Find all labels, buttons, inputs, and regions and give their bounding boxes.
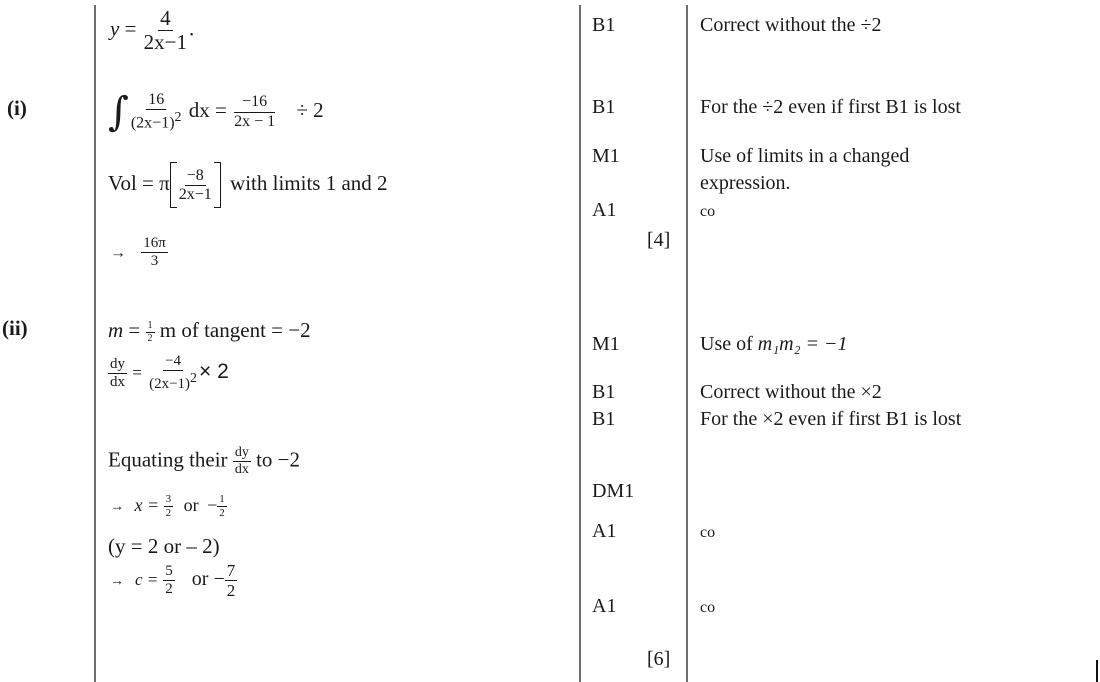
- volume-den: 2x−1: [178, 185, 212, 203]
- mark-code: M1: [592, 333, 620, 355]
- derivative-line: [108, 354, 229, 392]
- x-a-den: 2: [165, 507, 172, 519]
- half-fraction: [146, 321, 155, 344]
- mark-code: A1: [592, 595, 617, 617]
- x-minus: −: [207, 494, 218, 515]
- integral-line: [108, 89, 324, 135]
- integrand-den-power: 2: [174, 110, 182, 126]
- derivative-den-power: 2: [190, 371, 198, 386]
- mark-comment: Use of limits in a changed: [700, 145, 910, 167]
- mark-comment: For the ÷2 even if first B1 is lost: [700, 96, 961, 118]
- given-num: 4: [160, 6, 171, 30]
- comment-pre: Use of: [700, 333, 758, 355]
- mark-code: B1: [592, 96, 616, 118]
- mark-code: B1: [592, 408, 616, 430]
- dy-label: dy: [110, 355, 125, 372]
- c-value-b: [225, 562, 238, 599]
- x-or: or: [183, 494, 199, 515]
- gradient-eq: =: [128, 318, 141, 342]
- integral-dx: dx =: [188, 97, 227, 122]
- text-cursor: [1096, 660, 1098, 682]
- derivative-fraction: [147, 354, 199, 392]
- gradient-line: [108, 318, 311, 344]
- derivative-times: × 2: [199, 359, 229, 383]
- volume-prefix: Vol = π: [108, 170, 170, 195]
- column-divider-marks: [579, 5, 581, 682]
- c-a-den: 2: [165, 581, 173, 597]
- volume-result: [110, 236, 168, 269]
- mark-code: A1: [592, 520, 617, 542]
- left-bracket: [170, 162, 177, 208]
- column-divider-left: [94, 5, 96, 682]
- equating-dx: dx: [234, 462, 249, 477]
- x-b-num: 1: [219, 493, 225, 505]
- derivative-num: −4: [165, 353, 182, 369]
- dx-label: dx: [110, 373, 125, 390]
- derivative-eq: =: [132, 362, 142, 382]
- x-a-num: 3: [165, 493, 172, 505]
- integral-result-fraction: [232, 94, 277, 130]
- arrow-icon: →: [110, 499, 124, 515]
- given-fraction: [142, 8, 189, 53]
- integral-result-num: −16: [234, 94, 275, 113]
- part-label-i: (i): [7, 96, 27, 120]
- x-b-den: 2: [219, 507, 225, 519]
- x-value-a: [164, 494, 174, 519]
- given-equation: y = $\frac{4}{2x-1}$ .: [110, 6, 195, 54]
- c-b-den: 2: [226, 581, 236, 600]
- volume-fraction: [177, 168, 214, 203]
- volume-line: [108, 162, 388, 208]
- gradient-m: m: [108, 318, 124, 342]
- mark-code: DM1: [592, 480, 635, 502]
- x-value-b: [217, 494, 227, 519]
- derivative-den: (2x−1): [149, 376, 191, 392]
- mark-comment: co: [700, 203, 716, 220]
- result-num: 16π: [143, 235, 166, 251]
- integrand-fraction: [129, 92, 184, 131]
- integral-divide: ÷ 2: [296, 97, 324, 122]
- c-lhs: c =: [135, 570, 159, 590]
- arrow-icon: →: [110, 574, 124, 590]
- mark-total: [6]: [647, 648, 671, 670]
- right-bracket: [214, 162, 221, 208]
- integral-sign-icon: ∫: [108, 89, 129, 135]
- x-values-line: [110, 494, 227, 519]
- mark-code: A1: [592, 199, 617, 221]
- equating-tail: to −2: [256, 447, 300, 472]
- mark-total: [4]: [647, 229, 671, 251]
- half-num: 1: [147, 319, 153, 331]
- mark-comment: [700, 333, 848, 356]
- c-value-a: [163, 564, 175, 597]
- half-den: 2: [147, 332, 153, 344]
- mark-comment: expression.: [700, 172, 791, 194]
- equating-text: Equating their: [108, 447, 228, 472]
- c-a-num: 5: [165, 563, 173, 579]
- volume-suffix: with limits 1 and 2: [230, 170, 388, 195]
- mark-code: M1: [592, 145, 620, 167]
- integrand-den: (2x−1): [130, 114, 175, 132]
- arrow-icon: →: [110, 244, 126, 262]
- c-or: or −: [191, 568, 225, 591]
- mark-code: B1: [592, 14, 616, 36]
- equating-dydx: [233, 446, 251, 477]
- mark-comment: Correct without the ×2: [700, 381, 882, 403]
- c-values-line: [110, 562, 237, 599]
- x-lhs: x =: [134, 494, 160, 515]
- given-trail: .: [189, 16, 195, 41]
- column-divider-comments: [686, 5, 688, 682]
- volume-num: −8: [186, 166, 204, 184]
- equating-dy: dy: [234, 445, 249, 460]
- result-den: 3: [150, 253, 159, 269]
- given-lhs: y: [110, 16, 120, 41]
- given-den: 2x−1: [143, 30, 188, 54]
- integrand-num: 16: [148, 91, 165, 109]
- integral-result-den: 2x − 1: [234, 113, 276, 130]
- part-label-ii: (ii): [2, 316, 28, 340]
- mark-comment: co: [700, 599, 716, 616]
- mark-comment: For the ×2 even if first B1 is lost: [700, 408, 962, 430]
- result-fraction: [141, 236, 168, 269]
- y-values-line: (y = 2 or – 2): [108, 534, 220, 558]
- mark-comment: Correct without the ÷2: [700, 14, 882, 36]
- equating-line: [108, 446, 300, 477]
- mark-comment: co: [700, 524, 716, 541]
- mark-code: B1: [592, 381, 616, 403]
- c-b-num: 7: [226, 561, 236, 580]
- dydx-fraction: [108, 357, 127, 390]
- comment-math: m₁m₂ = −1: [757, 333, 848, 355]
- gradient-rest: m of tangent = −2: [159, 318, 311, 342]
